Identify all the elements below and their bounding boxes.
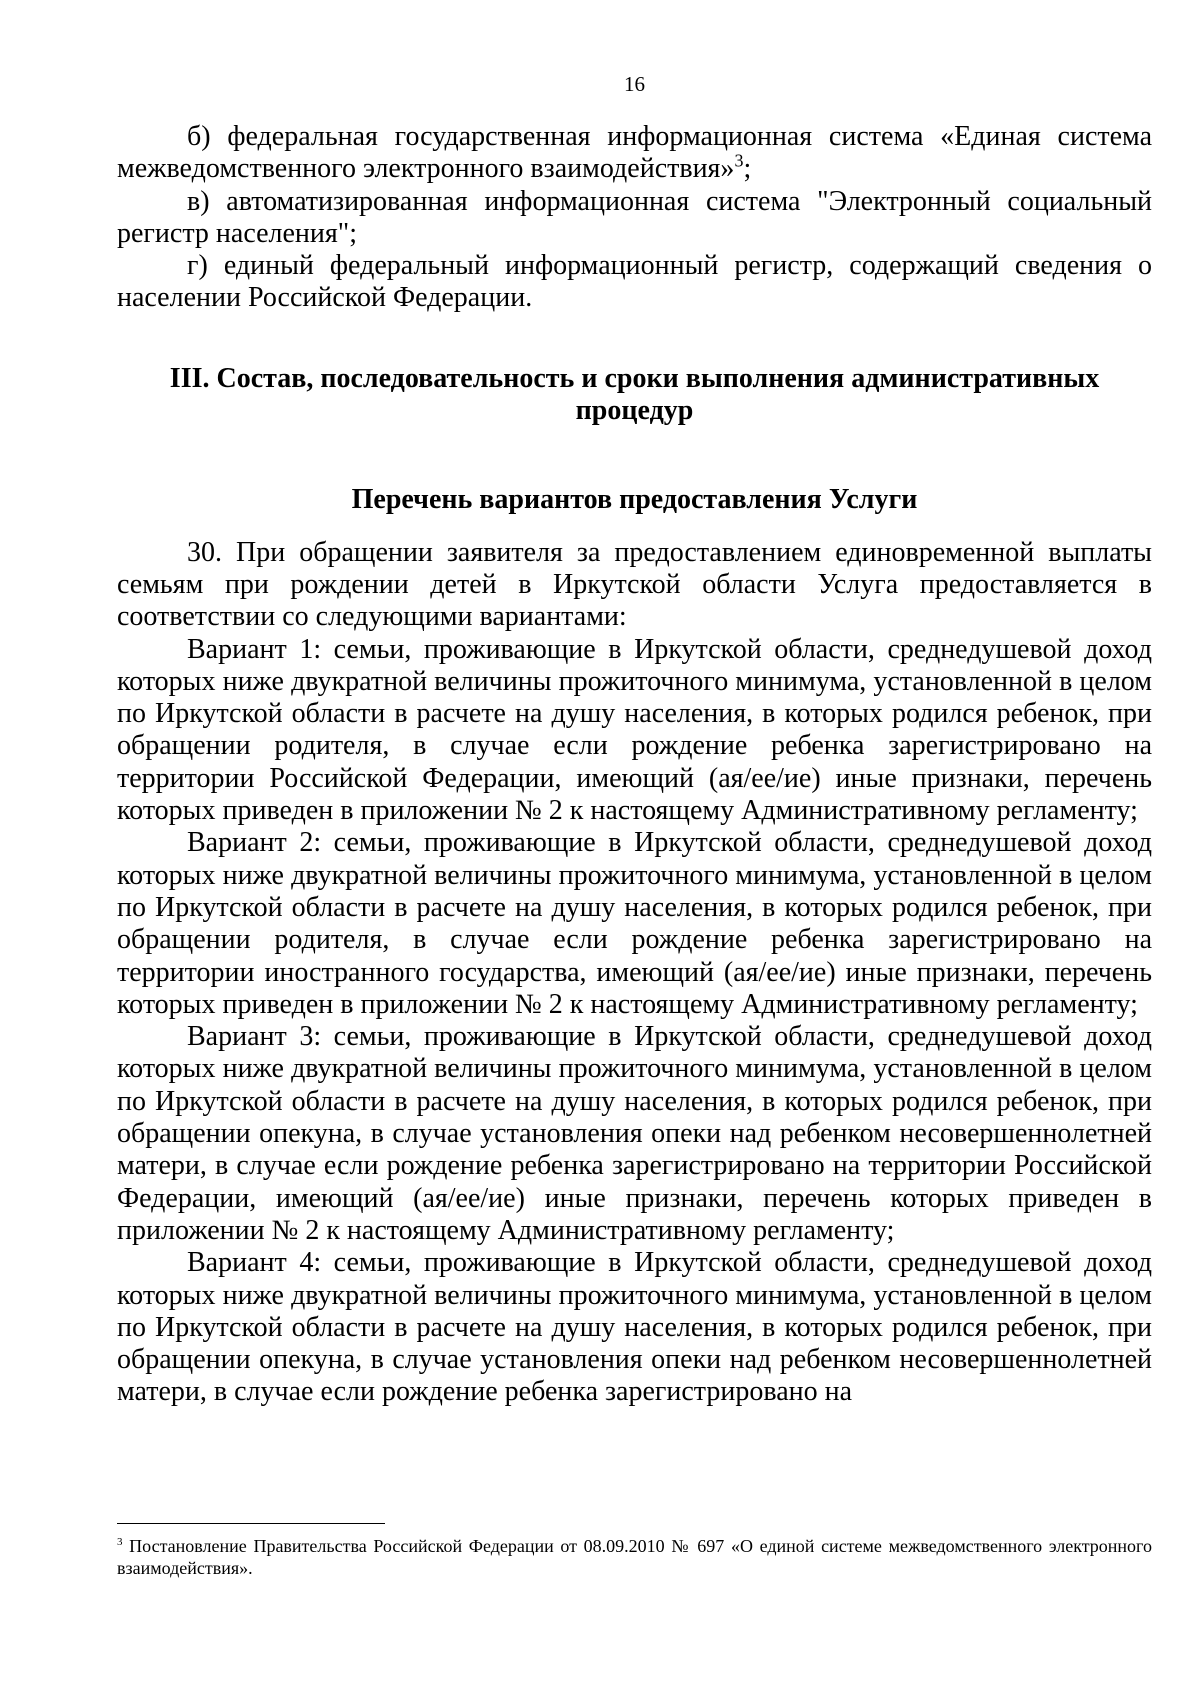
- footnote: [117, 1535, 1152, 1579]
- footnote-reference[interactable]: 3: [734, 150, 744, 171]
- list-item-text: б) федеральная государственная информационная система «Единая система межведомственного электронного взаимодействия»: [117, 121, 1152, 185]
- variant-2-paragraph: Вариант 2: семьи, проживающие в Иркутской области, среднедушевой доход которых ниже двукратной величины прожиточного минимума, установленной в целом по Иркутской области в расчете на душу населения, в которых родился ребенок, при обращении родителя, в случае если рождение ребенка зарегистрировано на территории иностранного государства, имеющий (ая/ее/ие) иные признаки, перечень которых приведен в приложении № 2 к настоящему Административному регламенту;: [117, 827, 1152, 1020]
- document-body: [117, 121, 1152, 1409]
- section-heading: III. Состав, последовательность и сроки выполнения административных процедур: [169, 362, 1100, 427]
- footnote-divider: [117, 1523, 385, 1524]
- list-item-b: [117, 121, 1152, 186]
- footnote-marker: 3: [117, 1536, 123, 1548]
- list-item-tail: ;: [743, 153, 752, 185]
- list-item-text: в) автоматизированная информационная система "Электронный социальный регистр населения";: [117, 185, 1152, 249]
- subsection-heading: Перечень вариантов предоставления Услуги: [351, 484, 918, 516]
- variant-3-paragraph: Вариант 3: семьи, проживающие в Иркутской области, среднедушевой доход которых ниже двукратной величины прожиточного минимума, установленной в целом по Иркутской области в расчете на душу населения, в которых родился ребенок, при обращении опекуна, в случае установления опеки над ребенком несовершеннолетней матери, в случае если рождение ребенка зарегистрировано на территории Российской Федерации, имеющий (ая/ее/ие) иные признаки, перечень которых приведен в приложении № 2 к настоящему Административному регламенту;: [117, 1021, 1152, 1246]
- page-number: 16: [624, 72, 645, 96]
- footnote-text: Постановление Правительства Российской Федерации от 08.09.2010 № 697 «О единой системе межведомственного электронного взаимодействия».: [117, 1536, 1152, 1578]
- list-item-g: [117, 250, 1152, 315]
- paragraph-30: 30. При обращении заявителя за предоставлением единовременной выплаты семьям при рождении детей в Иркутской области Услуга предоставляется в соответствии со следующими вариантами:: [117, 536, 1152, 633]
- list-item-v: [117, 186, 1152, 251]
- variant-4-paragraph: Вариант 4: семьи, проживающие в Иркутской области, среднедушевой доход которых ниже двукратной величины прожиточного минимума, установленной в целом по Иркутской области в расчете на душу населения, в которых родился ребенок, при обращении опекуна, в случае установления опеки над ребенком несовершеннолетней матери, в случае если рождение ребенка зарегистрировано на: [117, 1247, 1152, 1408]
- variant-1-paragraph: Вариант 1: семьи, проживающие в Иркутской области, среднедушевой доход которых ниже двукратной величины прожиточного минимума, установленной в целом по Иркутской области в расчете на душу населения, в которых родился ребенок, при обращении родителя, в случае если рождение ребенка зарегистрировано на территории Российской Федерации, имеющий (ая/ее/ие) иные признаки, перечень которых приведен в приложении № 2 к настоящему Административному регламенту;: [117, 633, 1152, 827]
- list-item-text: г) единый федеральный информационный регистр, содержащий сведения о населении Российской Федерации.: [117, 250, 1152, 314]
